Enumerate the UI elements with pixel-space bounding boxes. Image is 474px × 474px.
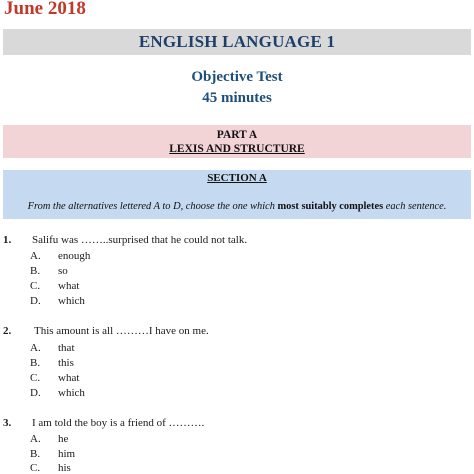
option-1c[interactable] — [30, 280, 79, 292]
part-label: PART A — [216, 129, 258, 141]
test-type: Objective Test — [191, 69, 283, 85]
instruction-text-start: From the alternatives lettered A to D, choose the one which — [27, 201, 278, 212]
option-text: him — [58, 448, 76, 460]
option-text: enough — [58, 250, 91, 262]
option-letter: C. — [30, 372, 41, 384]
question-text: Salifu was ……..surprised that he could not talk. — [32, 234, 248, 246]
section-label: SECTION A — [207, 172, 267, 184]
option-letter: D. — [30, 295, 41, 307]
option-letter: B. — [30, 357, 41, 369]
option-letter: A. — [30, 433, 41, 445]
option-text: that — [58, 342, 75, 354]
option-2a[interactable] — [30, 342, 75, 354]
option-text: so — [58, 265, 68, 277]
question-number: 2. — [3, 325, 12, 337]
option-3a[interactable] — [30, 433, 68, 445]
option-3b[interactable] — [30, 448, 75, 460]
question-number: 3. — [3, 417, 12, 429]
question-number: 1. — [3, 234, 12, 246]
option-letter: A. — [30, 250, 41, 262]
part-header — [3, 125, 471, 158]
option-letter: D. — [30, 387, 41, 399]
option-2d[interactable] — [30, 387, 85, 399]
question-text: This amount is all ………I have on me. — [34, 325, 209, 337]
section-header — [3, 170, 471, 219]
option-letter: C. — [30, 462, 41, 474]
subject-title: ENGLISH LANGUAGE 1 — [3, 29, 471, 55]
option-2c[interactable] — [30, 372, 79, 384]
option-text: which — [58, 295, 85, 307]
option-letter: C. — [30, 280, 41, 292]
instruction-text-end: each sentence. — [383, 201, 447, 212]
exam-date: June 2018 — [4, 0, 86, 19]
option-text: he — [58, 433, 69, 445]
option-letter: B. — [30, 265, 41, 277]
instruction-text-bold: most suitably completes — [277, 201, 384, 212]
test-duration: 45 minutes — [202, 90, 272, 106]
section-instruction — [3, 201, 471, 212]
option-1d[interactable] — [30, 295, 85, 307]
option-text: what — [58, 372, 80, 384]
option-letter: A. — [30, 342, 41, 354]
option-letter: B. — [30, 448, 41, 460]
option-1a[interactable] — [30, 250, 90, 262]
option-text: his — [58, 462, 71, 474]
option-1b[interactable] — [30, 265, 68, 277]
option-text: what — [58, 280, 80, 292]
question-text: I am told the boy is a friend of ………. — [32, 417, 205, 429]
option-2b[interactable] — [30, 357, 74, 369]
option-3c[interactable] — [30, 462, 71, 474]
part-name: LEXIS AND STRUCTURE — [169, 143, 305, 155]
option-text: which — [58, 387, 85, 399]
option-text: this — [58, 357, 74, 369]
